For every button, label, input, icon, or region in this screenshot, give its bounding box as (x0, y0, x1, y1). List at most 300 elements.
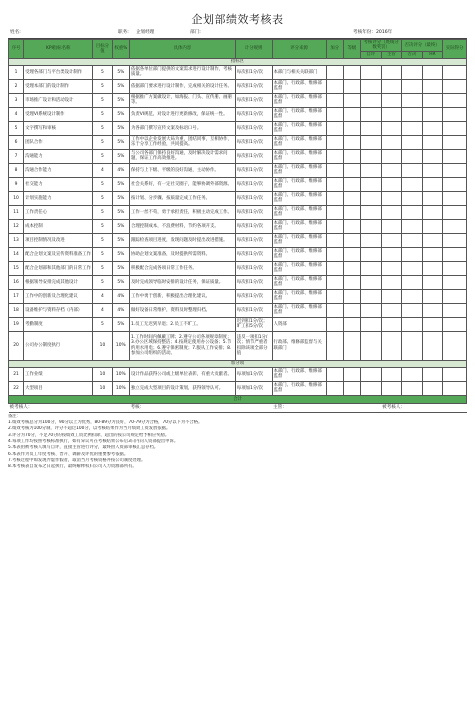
table-row (9, 79, 467, 93)
header-sub-sup: 主管 (381, 51, 402, 58)
score-input-cell[interactable] (402, 261, 423, 275)
score-input-cell[interactable] (326, 219, 343, 233)
score-input-cell[interactable] (343, 107, 360, 121)
row-weight: 5% (112, 317, 129, 331)
row-target: 5 (93, 261, 112, 275)
row-target: 4 (93, 303, 112, 317)
performance-sheet (8, 0, 467, 470)
score-input-cell[interactable] (422, 219, 443, 233)
row-weight: 10% (112, 367, 129, 381)
note-line: 5.本表由被考核人填写自评，直接主管进行评分，最终由人资部审核汇总存档。 (8, 445, 159, 451)
score-input-cell[interactable] (402, 121, 423, 135)
row-kpi: 市场推广设计和活动设计 (24, 93, 93, 107)
score-input-cell[interactable] (343, 163, 360, 177)
row-source: 本部门、行政部、维修部监督 (272, 107, 326, 121)
score-input-cell[interactable] (326, 289, 343, 303)
score-input-cell[interactable] (326, 367, 343, 381)
score-input-cell[interactable] (381, 135, 402, 149)
table-row (9, 289, 467, 303)
score-input-cell[interactable] (402, 367, 423, 381)
score-input-cell[interactable] (381, 93, 402, 107)
score-input-cell[interactable] (422, 163, 443, 177)
score-input-cell[interactable] (422, 107, 443, 121)
row-target: 5 (93, 317, 112, 331)
row-weight: 5% (112, 149, 129, 163)
row-kpi: 受理各部门与平台类设计制作 (24, 65, 93, 79)
row-calc: 每项加1分/次 (235, 367, 272, 381)
score-input-cell[interactable] (422, 381, 443, 395)
score-input-cell[interactable] (361, 261, 382, 275)
score-input-cell[interactable] (443, 121, 467, 135)
row-calc: 每次扣1分/次 (235, 247, 272, 261)
row-target: 5 (93, 149, 112, 163)
row-no: 6 (9, 135, 24, 149)
segment-row (9, 58, 467, 65)
header-score: 加分 (326, 40, 343, 59)
score-input-cell[interactable] (402, 331, 423, 360)
signature-signer: 被考核人： (381, 403, 466, 412)
signature-evaluator: 考核： (129, 403, 272, 412)
row-content: 协助企划文案准备，及时提供所需资料。 (129, 247, 235, 261)
period-label: 考核年份：2016年 (353, 30, 393, 35)
segment-row-bonus (9, 360, 467, 367)
row-target: 5 (93, 219, 112, 233)
row-no: 7 (9, 149, 24, 163)
row-target: 5 (93, 65, 112, 79)
row-no: 13 (9, 233, 24, 247)
row-weight: 5% (112, 219, 129, 233)
score-input-cell[interactable] (402, 149, 423, 163)
row-no: 2 (9, 79, 24, 93)
score-input-cell[interactable] (443, 163, 467, 177)
score-input-cell[interactable] (361, 149, 382, 163)
score-input-cell[interactable] (381, 219, 402, 233)
row-no: 5 (9, 121, 24, 135)
score-input-cell[interactable] (443, 135, 467, 149)
header-no: 序号 (9, 40, 24, 59)
score-input-cell[interactable] (422, 191, 443, 205)
score-input-cell[interactable] (343, 205, 360, 219)
score-input-cell[interactable] (361, 177, 382, 191)
row-content: 做好设备日常维护，资料及时整理归档。 (129, 303, 235, 317)
score-input-cell[interactable] (402, 163, 423, 177)
score-input-cell[interactable] (343, 219, 360, 233)
score-input-cell[interactable] (361, 219, 382, 233)
score-input-cell[interactable] (422, 233, 443, 247)
row-kpi: 受理本部门的设计制作 (24, 79, 93, 93)
score-input-cell[interactable] (443, 317, 467, 331)
table-row (9, 219, 467, 233)
score-input-cell[interactable] (402, 317, 423, 331)
header-calc: 计分规则 (235, 40, 272, 59)
score-input-cell[interactable] (402, 93, 423, 107)
score-input-cell[interactable] (443, 65, 467, 79)
table-row (9, 135, 467, 149)
score-input-cell[interactable] (422, 261, 443, 275)
score-input-cell[interactable] (361, 163, 382, 177)
score-input-cell[interactable] (361, 107, 382, 121)
row-source: 本部门、行政部、维修部监督 (272, 163, 326, 177)
row-no: 18 (9, 303, 24, 317)
score-input-cell[interactable] (381, 331, 402, 360)
score-input-cell[interactable] (443, 233, 467, 247)
score-input-cell[interactable] (422, 121, 443, 135)
row-calc: 每次扣1分/次 (235, 121, 272, 135)
row-content: 1.工作时间内佩戴工牌；2.遵守公司各项规章制度；3.办公区域保持整洁；4.按规定使用办公设备；5.节约用水用电；6.遵守保密制度；7.服从工作安排；8.参加公司组织的活动。 (129, 331, 235, 360)
score-input-cell[interactable] (402, 177, 423, 191)
score-input-cell[interactable] (402, 381, 423, 395)
score-input-cell[interactable] (343, 79, 360, 93)
row-weight: 5% (112, 191, 129, 205)
table-row (9, 205, 467, 219)
row-source: 本部门、行政部、维修部监督 (272, 303, 326, 317)
score-input-cell[interactable] (402, 303, 423, 317)
score-input-cell[interactable] (343, 135, 360, 149)
score-input-cell[interactable] (381, 205, 402, 219)
row-target: 5 (93, 233, 112, 247)
score-input-cell[interactable] (381, 177, 402, 191)
row-weight: 5% (112, 233, 129, 247)
score-input-cell[interactable] (443, 107, 467, 121)
score-input-cell[interactable] (361, 135, 382, 149)
score-input-cell[interactable] (361, 93, 382, 107)
score-input-cell[interactable] (361, 205, 382, 219)
row-weight: 5% (112, 261, 129, 275)
score-input-cell[interactable] (343, 289, 360, 303)
score-input-cell[interactable] (443, 303, 467, 317)
row-calc: 每次扣1分/次 (235, 233, 272, 247)
header-mgr-group: 否决评分（最终） (402, 40, 443, 52)
segment-label: 指标区 (9, 58, 467, 65)
score-input-cell[interactable] (381, 121, 402, 135)
score-input-cell[interactable] (326, 247, 343, 261)
signature-supervisor: 主管： (272, 403, 381, 412)
row-no: 16 (9, 275, 24, 289)
row-target: 5 (93, 275, 112, 289)
row-kpi: 社交能力 (24, 177, 93, 191)
score-input-cell[interactable] (422, 303, 443, 317)
score-input-cell[interactable] (443, 191, 467, 205)
score-input-cell[interactable] (326, 135, 343, 149)
score-input-cell[interactable] (381, 233, 402, 247)
row-calc: 每次扣1分/次 (235, 205, 272, 219)
row-content: 依据各单位部门提供的文案需求进行设计制作，考核质量。 (129, 65, 235, 79)
score-input-cell[interactable] (402, 247, 423, 261)
row-content: 与公司各部门保持良好沟通，及时解决设计需求问题，保证工作高效推进。 (129, 149, 235, 163)
score-input-cell[interactable] (381, 289, 402, 303)
row-content: 社会关系好，有一定社交圈子，能够协调外部资源。 (129, 177, 235, 191)
score-input-cell[interactable] (326, 261, 343, 275)
header-kpi: KPI指标名称 (24, 40, 93, 59)
row-calc: 每次扣1分/次 (235, 93, 272, 107)
header-actual: 实际得分 (443, 40, 467, 59)
row-weight: 5% (112, 205, 129, 219)
score-input-cell[interactable] (343, 247, 360, 261)
score-input-cell[interactable] (361, 247, 382, 261)
row-source: 本部门、行政部、维修部监督 (272, 79, 326, 93)
row-kpi: 工作业绩 (24, 367, 93, 381)
score-input-cell[interactable] (443, 205, 467, 219)
score-input-cell[interactable] (402, 135, 423, 149)
score-input-cell[interactable] (381, 275, 402, 289)
score-input-cell[interactable] (361, 331, 382, 360)
header-content: 具体内容 (129, 40, 235, 59)
row-source: 本部门、行政部、维修部监督 (272, 247, 326, 261)
table-row (9, 233, 467, 247)
score-input-cell[interactable] (326, 177, 343, 191)
row-no: 22 (9, 381, 24, 395)
notes-title: 备注： (8, 413, 21, 419)
bonus-body (9, 360, 467, 367)
score-input-cell[interactable] (422, 177, 443, 191)
score-input-cell[interactable] (326, 65, 343, 79)
row-content: 负责VI规范，对设计进行更新修改，保证统一性。 (129, 107, 235, 121)
score-input-cell[interactable] (381, 107, 402, 121)
note-line: 8.本考核表自发布之日起执行，最终解释权归公司人力资源部所有。 (8, 464, 137, 470)
score-input-cell[interactable] (443, 261, 467, 275)
score-input-cell[interactable] (422, 65, 443, 79)
score-input-cell[interactable] (422, 149, 443, 163)
score-input-cell[interactable] (343, 381, 360, 395)
score-input-cell[interactable] (326, 79, 343, 93)
score-input-cell[interactable] (361, 317, 382, 331)
table-row (9, 317, 467, 331)
score-input-cell[interactable] (402, 205, 423, 219)
row-content: 工作中以企业发展大局为重，团结同事，互相协作，乐于分享工作经验，共同提高。 (129, 135, 235, 149)
row-source: 本部门、行政部、维修部监督 (272, 381, 326, 395)
score-input-cell[interactable] (326, 93, 343, 107)
table-row (9, 191, 467, 205)
score-input-cell[interactable] (422, 317, 443, 331)
score-input-cell[interactable] (422, 93, 443, 107)
row-weight: 4% (112, 163, 129, 177)
row-kpi: 沟通合作能力 (24, 163, 93, 177)
score-input-cell[interactable] (402, 219, 423, 233)
score-input-cell[interactable] (361, 65, 382, 79)
score-input-cell[interactable] (326, 191, 343, 205)
row-weight: 5% (112, 107, 129, 121)
score-input-cell[interactable] (343, 367, 360, 381)
score-input-cell[interactable] (343, 65, 360, 79)
score-input-cell[interactable] (381, 247, 402, 261)
row-no: 4 (9, 107, 24, 121)
table-row (9, 121, 467, 135)
score-input-cell[interactable] (343, 261, 360, 275)
row-calc: 每次扣1分/次 (235, 149, 272, 163)
row-weight: 5% (112, 79, 129, 93)
row-kpi: 考勤制度 (24, 317, 93, 331)
score-input-cell[interactable] (443, 177, 467, 191)
row-weight: 10% (112, 381, 129, 395)
score-input-cell[interactable] (343, 303, 360, 317)
score-input-cell[interactable] (402, 275, 423, 289)
row-no: 9 (9, 177, 24, 191)
row-content: 及时完成领导临时安排的设计任务，保证质量。 (129, 275, 235, 289)
score-input-cell[interactable] (422, 247, 443, 261)
score-input-cell[interactable] (381, 79, 402, 93)
total-label: 合计 (9, 395, 467, 403)
score-input-cell[interactable] (326, 121, 343, 135)
score-input-cell[interactable] (361, 303, 382, 317)
score-input-cell[interactable] (402, 65, 423, 79)
dept-label: 部门: (190, 30, 201, 35)
score-input-cell[interactable] (422, 289, 443, 303)
score-input-cell[interactable] (402, 107, 423, 121)
row-no: 10 (9, 191, 24, 205)
score-input-cell[interactable] (443, 219, 467, 233)
table-row (9, 247, 467, 261)
score-input-cell[interactable] (361, 289, 382, 303)
score-input-cell[interactable] (443, 331, 467, 360)
score-input-cell[interactable] (381, 381, 402, 395)
row-weight: 4% (112, 289, 129, 303)
row-source: 本部门、行政部、维修部监督 (272, 191, 326, 205)
row-no: 20 (9, 331, 24, 360)
score-input-cell[interactable] (381, 65, 402, 79)
row-kpi: 工作责任心 (24, 205, 93, 219)
row-kpi: 项目控制情况及改进 (24, 233, 93, 247)
score-input-cell[interactable] (361, 79, 382, 93)
score-input-cell[interactable] (361, 121, 382, 135)
score-input-cell[interactable] (326, 149, 343, 163)
score-input-cell[interactable] (326, 303, 343, 317)
row-content: 依据部门要求进行设计制作，完成相关的设计任务。 (129, 79, 235, 93)
score-input-cell[interactable] (343, 121, 360, 135)
row-no: 19 (9, 317, 24, 331)
score-input-cell[interactable] (381, 303, 402, 317)
score-input-cell[interactable] (343, 93, 360, 107)
score-input-cell[interactable] (402, 233, 423, 247)
score-input-cell[interactable] (443, 247, 467, 261)
score-input-cell[interactable] (343, 275, 360, 289)
row-calc: 每次扣1分/次 (235, 289, 272, 303)
row-content: 独立完成大型项目的设计策划，获得领导认可。 (129, 381, 235, 395)
row-content: 根据推广方案做设计，如海报、门头、宣传册、画册等。 (129, 93, 235, 107)
header-self-group: 考核评分（底线分数奖罚） (361, 40, 402, 52)
score-input-cell[interactable] (443, 93, 467, 107)
row-calc: 每次扣1分/次 (235, 219, 272, 233)
row-target: 5 (93, 79, 112, 93)
score-input-cell[interactable] (361, 381, 382, 395)
score-input-cell[interactable] (343, 317, 360, 331)
position-label: 职务: (118, 30, 129, 35)
row-kpi: 计划实施能力 (24, 191, 93, 205)
row-target: 5 (93, 205, 112, 219)
score-input-cell[interactable] (422, 275, 443, 289)
score-input-cell[interactable] (402, 191, 423, 205)
table-row (9, 381, 467, 395)
score-input-cell[interactable] (343, 331, 360, 360)
score-input-cell[interactable] (343, 177, 360, 191)
row-target: 10 (93, 367, 112, 381)
row-calc: 每次扣1分/次 (235, 79, 272, 93)
row-kpi: 根据领导安排完成其他设计 (24, 275, 93, 289)
score-input-cell[interactable] (381, 367, 402, 381)
row-calc: 每次扣1分/次 (235, 191, 272, 205)
score-input-cell[interactable] (343, 233, 360, 247)
score-input-cell[interactable] (443, 149, 467, 163)
score-input-cell[interactable] (326, 275, 343, 289)
row-kpi: 工作中的创新及合理化建议 (24, 289, 93, 303)
score-input-cell[interactable] (443, 275, 467, 289)
score-input-cell[interactable] (381, 149, 402, 163)
score-input-cell[interactable] (443, 367, 467, 381)
row-target: 10 (93, 381, 112, 395)
score-input-cell[interactable] (422, 79, 443, 93)
score-input-cell[interactable] (402, 79, 423, 93)
sheet-title: 企划部绩效考核表 (191, 13, 284, 26)
row-source: 本部门、行政部、维修部监督 (272, 219, 326, 233)
score-input-cell[interactable] (326, 233, 343, 247)
score-input-cell[interactable] (443, 381, 467, 395)
row-content: 工作一丝不苟，勇于承担责任，积极主动完成工作。 (129, 205, 235, 219)
row-source: 本部门、行政部、维修部监督 (272, 261, 326, 275)
row-target: 5 (93, 177, 112, 191)
row-kpi: 成本控制 (24, 219, 93, 233)
score-input-cell[interactable] (361, 233, 382, 247)
score-input-cell[interactable] (402, 289, 423, 303)
score-input-cell[interactable] (361, 191, 382, 205)
row-kpi: 公司办公制度执行 (24, 331, 93, 360)
score-input-cell[interactable] (326, 107, 343, 121)
score-input-cell[interactable] (326, 163, 343, 177)
score-input-cell[interactable] (422, 331, 443, 360)
score-input-cell[interactable] (443, 289, 467, 303)
score-input-cell[interactable] (343, 149, 360, 163)
row-target: 5 (93, 247, 112, 261)
total-body (9, 395, 467, 412)
table-row (9, 261, 467, 275)
score-input-cell[interactable] (326, 381, 343, 395)
row-calc: 每次扣1分/次 (235, 303, 272, 317)
score-input-cell[interactable] (381, 261, 402, 275)
row-weight: 5% (112, 275, 129, 289)
score-input-cell[interactable] (361, 367, 382, 381)
score-input-cell[interactable] (381, 317, 402, 331)
notes-block (8, 414, 467, 471)
score-input-cell[interactable] (381, 191, 402, 205)
row-content: 工作中勇于创新，积极提出合理化建议。 (129, 289, 235, 303)
notes-list (8, 420, 467, 470)
kpi-table (8, 39, 467, 413)
signature-evaluatee: 被考核人： (9, 403, 130, 412)
score-input-cell[interactable] (422, 367, 443, 381)
table-row (9, 65, 467, 79)
table-row (9, 177, 467, 191)
score-input-cell[interactable] (443, 79, 467, 93)
row-no: 14 (9, 247, 24, 261)
row-content: 按计划、分步骤、按质量完成工作任务。 (129, 191, 235, 205)
row-content: 跟踪检查项目进度，发现问题及时提出改进措施。 (129, 233, 235, 247)
meta-row (8, 28, 467, 39)
score-input-cell[interactable] (326, 205, 343, 219)
score-input-cell[interactable] (326, 317, 343, 331)
score-input-cell[interactable] (381, 163, 402, 177)
row-no: 11 (9, 205, 24, 219)
score-input-cell[interactable] (361, 275, 382, 289)
row-source: 行政部、维修部监督与关联部门 (272, 331, 326, 360)
note-line: 7.考核过程中如发现弄虚作假者，取消当月考核资格并按公司制度处理。 (8, 457, 146, 463)
score-input-cell[interactable] (422, 135, 443, 149)
score-input-cell[interactable] (326, 331, 343, 360)
score-input-cell[interactable] (422, 205, 443, 219)
row-calc: 迟到扣1分/次；旷工扣5分/次 (235, 317, 272, 331)
row-kpi: 设备维护与资料存档（内部） (24, 303, 93, 317)
row-calc: 每次扣1分/次 (235, 163, 272, 177)
name-label: 姓名: (10, 30, 21, 35)
score-input-cell[interactable] (343, 191, 360, 205)
row-content: 设计作品获得公司或上级单位表彰，有重大贡献者。 (129, 367, 235, 381)
